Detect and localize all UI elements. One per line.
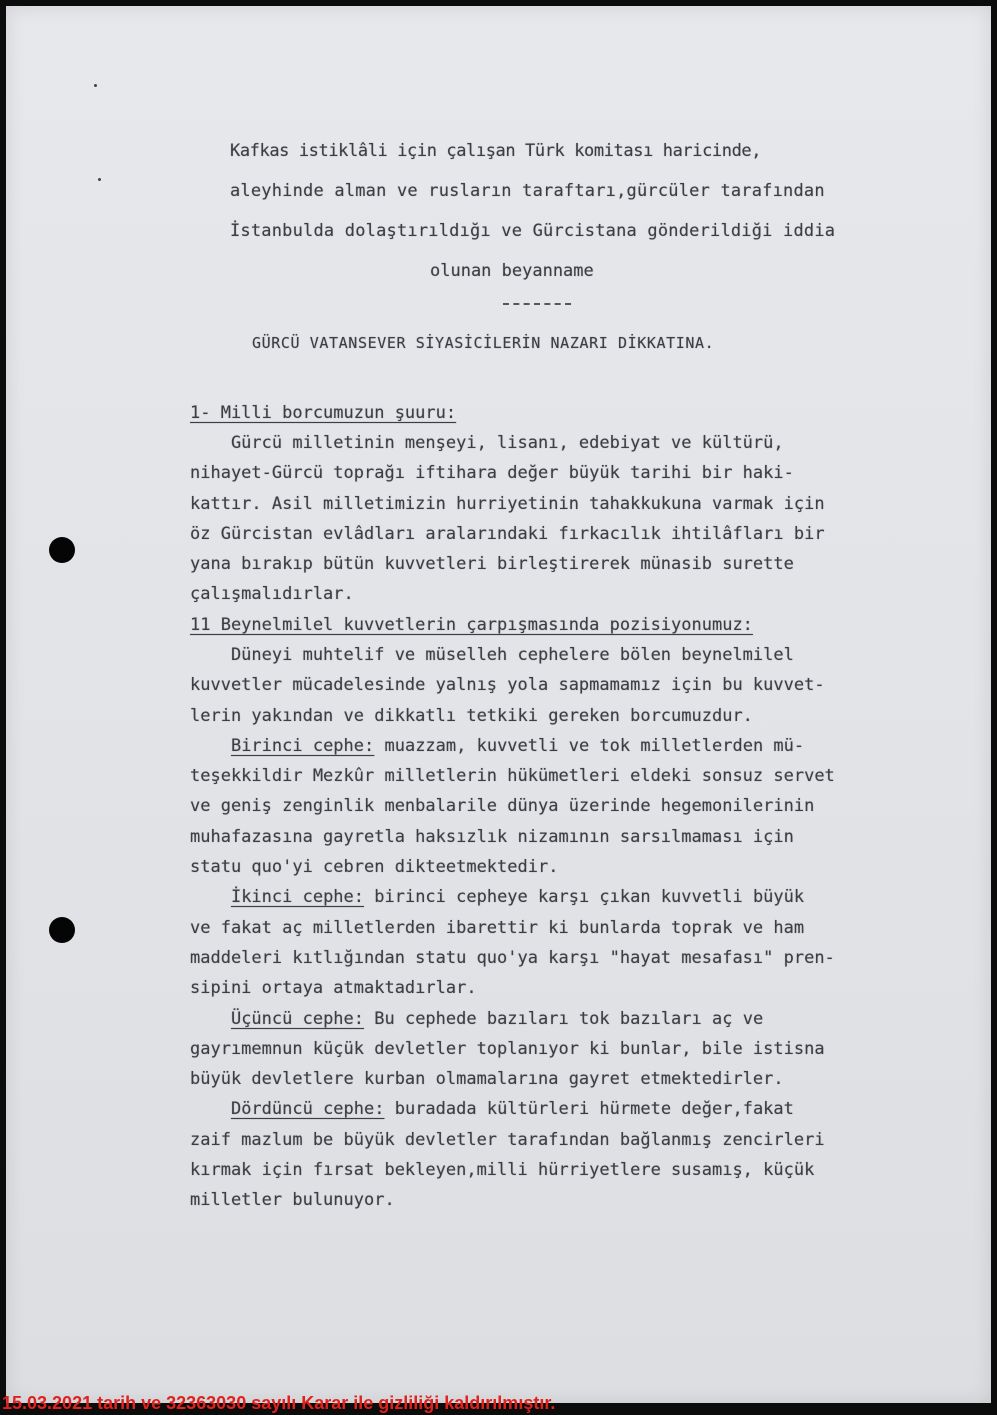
front-4-line: kırmak için fırsat bekleyen,milli hürriyetlere susamış, küçük xyxy=(190,1160,815,1181)
section-2-body xyxy=(190,640,835,1216)
title-line-4: olunan beyanname xyxy=(430,261,594,281)
punch-hole xyxy=(49,917,75,943)
title-line-3: İstanbulda dolaştırıldığı ve Gürcistana gönderildiği iddia xyxy=(230,221,836,241)
front-3-first-text: Bu cephede bazıları tok bazıları aç ve xyxy=(364,1008,764,1029)
front-4-line: zaif mazlum be büyük devletler tarafından bağlanmış zencirleri xyxy=(190,1129,825,1150)
front-2-first-text: birinci cepheye karşı çıkan kuvvetli büyük xyxy=(364,887,805,908)
section-1-line: Gürcü milletinin menşeyi, lisanı, edebiyat ve kültürü, xyxy=(190,433,784,453)
front-4-first-line xyxy=(190,1094,835,1124)
separator-rule xyxy=(503,303,571,305)
section-2-title: 11 Beynelmilel kuvvetlerin çarpışmasında pozisiyonumuz: xyxy=(190,615,753,635)
front-1-label: Birinci cephe: xyxy=(230,735,375,756)
title-line-1: Kafkas istiklâli için çalışan Türk komitası haricinde, xyxy=(230,141,762,161)
front-3-first-line xyxy=(190,1004,835,1034)
section-1-line: yana bırakıp bütün kuvvetleri birleştirerek münasib surette xyxy=(190,554,794,575)
front-3-label: Üçüncü cephe: xyxy=(230,1008,365,1029)
front-4-label: Dördüncü cephe: xyxy=(230,1099,385,1120)
section-2-intro-line: kuvvetler mücadelesinde yalnış yola sapmamamız için bu kuvvet- xyxy=(190,675,825,696)
section-2-intro-line: Düneyi muhtelif ve müselleh cephelere bölen beynelmilel xyxy=(190,645,794,665)
front-1-line: statu quo'yi cebren dikteetmektedir. xyxy=(190,857,559,878)
section-1-line: öz Gürcistan evlâdları aralarındaki fırkacılık ihtilâfları bir xyxy=(190,523,825,544)
section-1-body xyxy=(190,428,825,610)
section-1-title: 1- Milli borcumuzun şuuru: xyxy=(190,403,457,423)
front-1-line: muhafazasına gayretla haksızlık nizamının sarsılmaması için xyxy=(190,826,794,847)
front-2-line: maddeleri kıtlığından statu quo'ya karşı "hayat mesafası" pren- xyxy=(190,947,835,968)
punch-hole xyxy=(49,537,75,563)
paper-sheet xyxy=(6,6,991,1403)
front-2-first-line xyxy=(190,882,835,912)
section-1-line: çalışmalıdırlar. xyxy=(190,584,354,605)
section-2-intro-line: lerin yakından ve dikkatlı tetkiki gereken borcumuzdur. xyxy=(190,705,753,726)
title-line-2: aleyhinde alman ve rusların taraftarı,gürcüler tarafından xyxy=(230,181,825,201)
front-1-line: teşekkildir Mezkûr milletlerin hükümetleri eldeki sonsuz servet xyxy=(190,766,835,787)
section-1-line: kattır. Asil milletimizin hurriyetinin tahakkukuna varmak için xyxy=(190,493,825,514)
front-1-first-text: muazzam, kuvvetli ve tok milletlerden mü- xyxy=(374,735,805,756)
ink-speck xyxy=(94,84,97,87)
front-3-line: gayrımemnun küçük devletler toplanıyor ki bunlar, bile istisna xyxy=(190,1038,825,1059)
front-2-line: ve fakat aç milletlerden ibarettir ki bunlarda toprak ve ham xyxy=(190,917,805,938)
front-1-first-line xyxy=(190,731,835,761)
front-2-line: sipini ortaya atmaktadırlar. xyxy=(190,978,477,999)
front-4-first-text: buradada kültürleri hürmete değer,fakat xyxy=(384,1099,794,1120)
declassification-notice: 15.03.2021 tarih ve 32363030 sayılı Karar ile gizliliği kaldırılmıştır. xyxy=(2,1393,556,1413)
front-1-line: ve geniş zenginlik menbalarile dünya üzerinde hegemonilerinin xyxy=(190,796,815,817)
front-2-label: İkinci cephe: xyxy=(230,887,365,908)
document-heading: GÜRCÜ VATANSEVER SİYASİCİLERİN NAZARI DİKKATINA. xyxy=(252,334,715,352)
section-1-line: nihayet-Gürcü toprağı iftihara değer büyük tarihi bir haki- xyxy=(190,463,794,484)
front-4-line: milletler bulunuyor. xyxy=(190,1190,395,1211)
ink-speck xyxy=(98,178,101,181)
front-3-line: büyük devletlere kurban olmamalarına gayret etmektedirler. xyxy=(190,1069,784,1090)
